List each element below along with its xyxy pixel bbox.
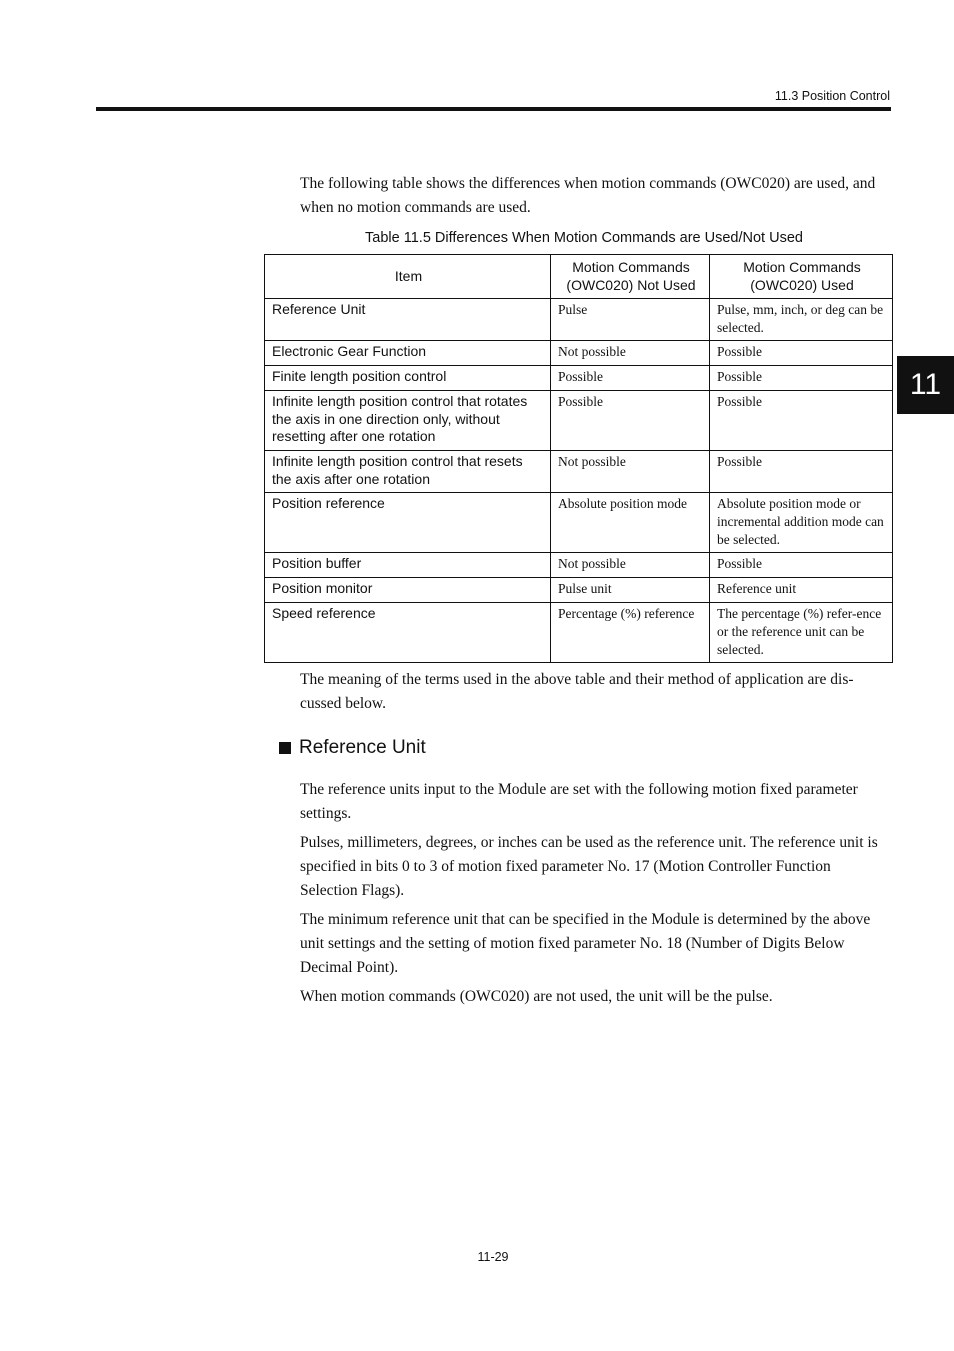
table-row [265, 493, 893, 553]
row-item: Infinite length position control that rotates the axis in one direction only, without resetting after one rotation [265, 391, 551, 451]
body-paragraph: The reference units input to the Module are set with the following motion fixed parameter settings. [300, 781, 858, 822]
body-paragraph: The minimum reference unit that can be specified in the Module is determined by the above unit settings and the setting of motion fixed parameter No. 18 (Number of Digits Below Decimal Point). [300, 911, 871, 976]
table-caption: Table 11.5 Differences When Motion Commands are Used/Not Used [365, 230, 803, 246]
row-not-used: Possible [551, 391, 710, 451]
row-not-used: Absolute position mode [551, 493, 710, 553]
chapter-tab: 11 [897, 356, 954, 414]
header-not-used: Motion Commands (OWC020) Not Used [551, 255, 710, 299]
section-heading [279, 737, 426, 759]
row-not-used: Not possible [551, 553, 710, 578]
section-title: Reference Unit [299, 737, 426, 758]
table-row [265, 553, 893, 578]
table-row [265, 391, 893, 451]
page-number: 11-29 [477, 1250, 509, 1264]
row-used: Possible [710, 366, 893, 391]
row-item: Speed reference [265, 603, 551, 663]
row-used: Possible [710, 391, 893, 451]
table-row [265, 366, 893, 391]
row-used: Possible [710, 451, 893, 493]
row-not-used: Possible [551, 366, 710, 391]
row-used: Absolute position mode or incremental addition mode can be selected. [710, 493, 893, 553]
running-header: 11.3 Position Control [774, 89, 890, 103]
row-item: Finite length position control [265, 366, 551, 391]
after-table-paragraph: The meaning of the terms used in the above table and their method of application are dis-cussed below. [300, 671, 854, 712]
row-not-used: Not possible [551, 451, 710, 493]
header-used: Motion Commands (OWC020) Used [710, 255, 893, 299]
row-not-used: Percentage (%) reference [551, 603, 710, 663]
table-row [265, 299, 893, 341]
row-item: Position reference [265, 493, 551, 553]
intro-paragraph: The following table shows the differences when motion commands (OWC020) are used, and when no motion commands are used. [300, 175, 876, 216]
row-used: Possible [710, 341, 893, 366]
row-not-used: Not possible [551, 341, 710, 366]
row-item: Electronic Gear Function [265, 341, 551, 366]
table-header-row [265, 255, 893, 299]
row-not-used: Pulse [551, 299, 710, 341]
row-not-used: Pulse unit [551, 578, 710, 603]
row-used: Possible [710, 553, 893, 578]
table-row [265, 578, 893, 603]
row-item: Position monitor [265, 578, 551, 603]
table-row [265, 451, 893, 493]
row-used: Reference unit [710, 578, 893, 603]
table-row [265, 603, 893, 663]
row-used: The percentage (%) refer-ence or the reference unit can be selected. [710, 603, 893, 663]
body-paragraph: Pulses, millimeters, degrees, or inches can be used as the reference unit. The reference unit is specified in bits 0 to 3 of motion fixed parameter No. 17 (Motion Controller Function Selection Flags). [300, 834, 878, 899]
row-used: Pulse, mm, inch, or deg can be selected. [710, 299, 893, 341]
header-rule [96, 107, 891, 111]
black-square-icon [279, 742, 291, 754]
row-item: Reference Unit [265, 299, 551, 341]
body-paragraph: When motion commands (OWC020) are not used, the unit will be the pulse. [300, 988, 773, 1005]
table-row [265, 341, 893, 366]
row-item: Infinite length position control that resets the axis after one rotation [265, 451, 551, 493]
row-item: Position buffer [265, 553, 551, 578]
differences-table [264, 254, 893, 663]
header-item: Item [265, 255, 551, 299]
